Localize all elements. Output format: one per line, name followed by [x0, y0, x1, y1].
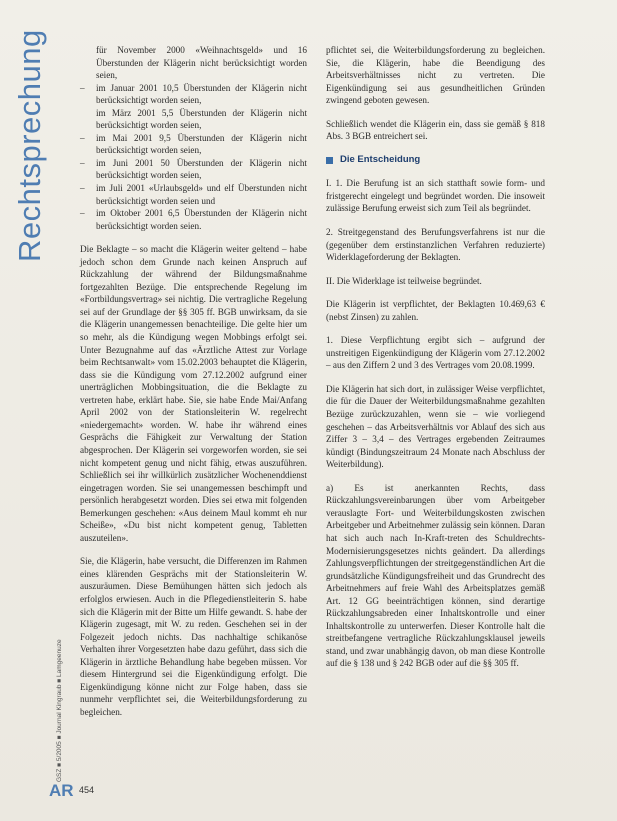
list-item: – im Oktober 2001 6,5 Überstunden der Klägerin nicht berücksichtigt worden seien. [80, 207, 307, 232]
list-item: – im Mai 2001 9,5 Überstunden der Klägerin nicht berücksichtigt worden seien, [80, 132, 307, 157]
body-paragraph: a) Es ist anerkannten Rechts, dass Rückzahlungsvereinbarungen über vom Arbeitgeber verauslagte Fort- und Weiterbildungskosten zwischen Arbeitgeber und Arbeitnehmer zulässig sein können. Daran hat sich auch nach In-Kraft-treten des Schuldrechts-Modernisierungsgesetzes nichts geändert. Da allerdings Zahlungsverpflichtungen der streitgegenständlichen Art die grundsätzliche Kündigungsfreiheit und das Grundrecht des Arbeitnehmers auf freie Wahl des Arbeitsplatzes gemäß Art. 12 GG beeinträchtigen können, sind derartige Rückzahlungsabreden einer Inhaltskontrolle und einer Inhaltskontrolle zu unterwerfen. Dieser Kontrolle halt die streitbefangene vertragliche Rückzahlungsklausel jeweils stand, und zwar unabhängig davon, ob man diese Kontrolle auf die § 138 und § 242 BGB oder auf die §§ 305 ff. [326, 482, 545, 669]
list-item: – im Januar 2001 10,5 Überstunden der Klägerin nicht berücksichtigt worden seien, [80, 82, 307, 107]
uncounted-overtime-list [80, 44, 307, 232]
journal-reference: GSZ ■ 5/2005 ■ Journal Kingraub ■ Lamgeenuze [56, 639, 63, 782]
list-item: – im Juli 2001 «Urlaubsgeld» und elf Überstunden nicht berücksichtigt worden seien und [80, 182, 307, 207]
page-number: 454 [79, 785, 95, 795]
list-item: für November 2000 «Weihnachtsgeld» und 16 Überstunden der Klägerin nicht berücksichtigt worden seien, [96, 45, 307, 81]
body-paragraph: 1. Diese Verpflichtung ergibt sich – aufgrund der unstreitigen Eigenkündigung der Klägerin vom 27.12.2002 – aus den Ziffern 2 und 3 des Vertrages vom 20.08.1999. [326, 335, 545, 371]
body-paragraph: pflichtet sei, die Weiterbildungsforderung zu begleichen. Sie, die Klägerin, habe die Beendigung des Arbeitsverhältnisses nicht zu vertreten. Die Eigenkündigung sei aus gesundheitlichen Gründen zwingend geboten gewesen. [326, 45, 545, 106]
body-paragraph: Sie, die Klägerin, habe versucht, die Differenzen im Rahmen eines klärenden Gesprächs mit der Stationsleiterin W. auszuräumen. Diese Bemühungen hätten sich jedoch als erfolglos erwiesen. Auch in die Pflegedienstleiterin S. habe sich die Klägerin mit der Bitte um Hilfe gewandt. S. habe der Klägerin zugesagt, mit W. zu reden. Geschehen sei in der Folgezeit jedoch nichts. Das nachhaltige schikanöse Verhalten ihrer Vorgesetzten habe dazu geführt, dass sich die Klägerin in ärztliche Behandlung habe begeben müssen. Vor diesem Hintergrund sei die Eigenkündigung erfolgt. Die Eigenkündigung könne nicht zur Folge haben, dass sie nunmehr verpflichtet sei, die Weiterbildungsforderung zu begleichen. [80, 556, 307, 717]
section-title-vertical: Rechtsprechung [12, 29, 47, 262]
body-paragraph: II. Die Widerklage ist teilweise begründet. [326, 275, 482, 286]
list-item: – im Juni 2001 50 Überstunden der Klägerin nicht berücksichtigt worden seien, [80, 157, 307, 182]
body-paragraph: Die Klägerin ist verpflichtet, der Beklagten 10.469,63 € (nebst Zinsen) zu zahlen. [326, 299, 545, 322]
square-bullet-icon [326, 157, 333, 164]
body-paragraph: Schließlich wendet die Klägerin ein, dass sie gemäß § 818 Abs. 3 BGB entreichert sei. [326, 118, 545, 142]
section-heading [326, 154, 545, 167]
left-column [80, 44, 307, 729]
body-paragraph: Die Beklagte – so macht die Klägerin weiter geltend – habe jedoch schon dem Grunde nach keinen Anspruch auf Rückzahlung der während der Bildungsmaßnahme fortgezahlten Bezüge. Die entsprechende Regelung im «Fortbildungsvertrag» sei nichtig. Die vertragliche Regelung sei auf der Grundlage der §§ 305 ff. BGB unwirksam, da sie die Klägerin unangemessen benachteilige. Die gelte hier um so mehr, als die Kündigung wegen Mobbings erfolgt sei. Unter Bezugnahme auf das «Ärztliche Attest zur Vorlage beim Rechtsanwalt» vom 15.02.2003 behauptet die Klägerin, dass sie die Kündigung vom 27.12.2002 aufgrund einer unerträglichen Mobbingsituation, die die Beklagte zu vertreten habe, erklärt habe. Sie, sie habe Ende Mai/Anfang April 2002 von der Stationsleiterin W. regelrecht «niedergemacht» worden. W. habe ihr während eines Gesprächs die Fähigkeit zur Verwaltung der Station abgesprochen. Der Klägerin sei vorgeworfen worden, sie sei nicht kompetent genug und nicht fähig, etwas auszuführen. Schließlich sei ihr willkürlich zusätzlicher Wochenenddienst eingetragen worden. Sie sei unangemessen beschimpft und persönlich herabgesetzt worden. Dies sei etwa mit folgenden Bemerkungen geschehen: «Aus deinem Maul kommt eh nur Scheiße», «Du bist nicht kompetent genug, Tabletten auszuteilen». [80, 244, 307, 543]
body-paragraph: Die Klägerin hat sich dort, in zulässiger Weise verpflichtet, die für die Dauer der Weiterbildungsmaßnahme gezahlten Bezüge zurückzuzahlen, wenn sie – wie vorliegend geschehen – das Arbeitsverhältnis vor Ablauf des sich aus Ziffer 3 – 3,4 – des Vertrages ergebenden Zeitraumes kündigt (Bindungszeitraum 24 Monate nach Abschluss der Weiterbildung). [326, 383, 545, 470]
list-item: im März 2001 5,5 Überstunden der Klägerin nicht berücksichtigt worden seien, [96, 107, 307, 131]
body-paragraph: 2. Streitgegenstand des Berufungsverfahrens ist nur die (gegenüber dem erstinstanzlichen Verfahren reduzierte) Widerklageforderung der Beklagten. [326, 227, 545, 263]
section-heading-text: Die Entscheidung [340, 153, 421, 165]
body-paragraph: I. 1. Die Berufung ist an sich statthaft sowie form- und fristgerecht eingelegt und begründet worden. Die insoweit zulässige Berufung erweist sich zum Teil als begründet. [326, 178, 545, 214]
journal-logo: AR [49, 781, 74, 800]
right-column [326, 44, 545, 681]
